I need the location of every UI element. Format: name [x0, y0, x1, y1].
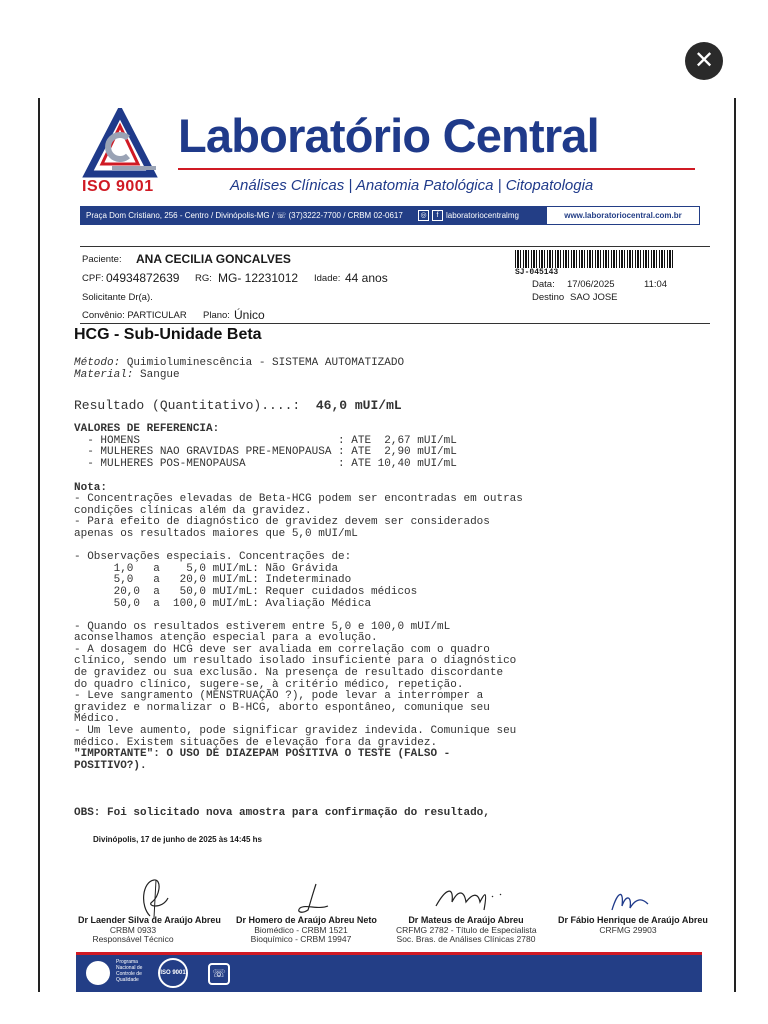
metodo-label: Método: [74, 357, 121, 369]
brand-name: Laboratório Central [178, 109, 599, 162]
patient-name: ANA CECILIA GONCALVES [136, 252, 291, 266]
nota-line: - Observações especiais. Concentrações de: [74, 551, 352, 564]
importante-line: POSITIVO?). [74, 759, 147, 772]
report-body [74, 358, 554, 820]
nota-line: aconselhamos atenção especial para a evolução. [74, 632, 378, 645]
social-handle [418, 210, 519, 221]
nota-lines [74, 494, 554, 749]
nota-title: Nota: [74, 481, 108, 494]
iso-seal-text: ISO 9001 [160, 970, 186, 976]
phone-icon: ☏ [208, 963, 230, 985]
convenio-label: Convênio: PARTICULAR [82, 310, 187, 321]
nota-line: - Um leve aumento, pode significar gravidez indevida. Comunique seu [74, 725, 517, 738]
destino-label: Destino [532, 292, 565, 303]
brand-subtitle: Análises Clínicas | Anatomia Patológica | Citopatologia [230, 177, 594, 194]
reference-line: - MULHERES NAO GRAVIDAS PRE-MENOPAUSA : ATE 2,90 mUI/mL [74, 446, 457, 459]
signature-3-scribble [432, 880, 512, 916]
address-text: Praça Dom Cristiano, 256 - Centro / Divinópolis-MG / ☏ (37)3222-7700 / CRBM 02-0617 [86, 211, 403, 220]
barcode [515, 250, 675, 268]
divider-bottom [80, 323, 710, 324]
iso-seal-icon [158, 958, 188, 988]
reference-line: - MULHERES POS-MENOPAUSA : ATE 10,40 mUI/mL [74, 457, 457, 470]
cpf-value: 04934872639 [106, 271, 180, 285]
solicitante-label: Solicitante Dr(a). [82, 292, 153, 303]
ref-title: VALORES DE REFERENCIA: [74, 423, 220, 436]
social-handle-text: laboratoriocentralmg [446, 211, 519, 220]
material-value: Sangue [140, 368, 180, 381]
signature-3 [396, 916, 536, 945]
signature-4-line1: CRFMG 29903 [599, 924, 657, 935]
idade-value: 44 anos [345, 271, 388, 285]
website-link: www.laboratoriocentral.com.br [546, 206, 700, 225]
resultado-line [74, 400, 554, 420]
data-value: 17/06/2025 [567, 279, 615, 290]
signature-2-line1: Biomédico - CRBM 1521 [254, 924, 348, 935]
address-bar [80, 206, 700, 225]
obs-line: OBS: Foi solicitado nova amostra para confirmação do resultado, [74, 807, 490, 820]
signature-2-line2: Bioquímico - CRBM 19947 [250, 934, 352, 944]
signature-1-line2: Responsável Técnico [92, 934, 174, 944]
signature-1-name: Dr Laender Silva de Araújo Abreu [78, 915, 221, 925]
idade-label: Idade: [314, 273, 341, 284]
nota-line: condições clínicas além da gravidez. [74, 504, 312, 517]
importante-line: "IMPORTANTE": O USO DE DIAZEPAM POSITIVA O TESTE (FALSO - [74, 748, 451, 761]
resultado-label: Resultado (Quantitativo)....: [74, 398, 301, 414]
close-button[interactable] [685, 42, 723, 80]
nota-line [74, 610, 554, 622]
resultado-value: 46,0 mUI/mL [315, 398, 402, 414]
nota-line: - Quando os resultados estiverem entre 5,0 e 100,0 mUI/mL [74, 620, 451, 633]
nota-line: de gravidez ou sua exclusão. Na presença de resultado discordante [74, 667, 504, 680]
exam-title: HCG - Sub-Unidade Beta [74, 326, 262, 343]
signature-1 [78, 915, 221, 945]
importante-lines [74, 749, 554, 772]
paciente-label: Paciente: [82, 254, 122, 265]
signature-2 [236, 915, 377, 945]
signature-1-line1: CRBM 0933 [109, 924, 157, 935]
lab-report-document [38, 98, 736, 992]
nota-line: 20,0 a 50,0 mUI/mL: Requer cuidados médicos [74, 585, 418, 598]
rg-value: MG- 12231012 [218, 271, 299, 285]
nota-line: gravidez e normalizar o B-HCG, aborto espontâneo, comunique seu [74, 701, 490, 714]
reference-line: - HOMENS : ATE 2,67 mUI/mL [74, 434, 457, 447]
signature-2-name: Dr Homero de Araújo Abreu Neto [236, 915, 377, 925]
cpf-label: CPF: [82, 273, 104, 284]
rg-label: RG: [195, 273, 212, 284]
instagram-icon: ◎ [418, 210, 429, 221]
plano-value: Único [234, 308, 265, 322]
signature-4-name: Dr Fábio Henrique de Araújo Abreu [558, 915, 708, 925]
plano-label: Plano: [203, 310, 230, 321]
brand-underline [178, 168, 695, 170]
spacer [74, 471, 554, 483]
date-place: Divinópolis, 17 de junho de 2025 às 14:45 hs [93, 835, 262, 844]
material-label: Material: [74, 368, 134, 381]
material-line [74, 370, 554, 382]
signature-3-line1: CRFMG 2782 - Título de Especialista [396, 924, 537, 935]
iso-certification: ISO 9001 [82, 178, 154, 195]
close-icon[interactable]: ✕ [693, 47, 715, 74]
nota-line: 5,0 a 20,0 mUI/mL: Indeterminado [74, 574, 352, 587]
laboratory-logo-icon [82, 108, 162, 178]
nota-line: Médico. [74, 713, 121, 726]
quality-program-label: Programa Nacional de Controle de Qualidade [116, 959, 143, 983]
signature-4-scribble [608, 886, 654, 916]
nota-line: 50,0 a 100,0 mUI/mL: Avaliação Médica [74, 597, 372, 610]
divider-top [80, 246, 710, 247]
nota-line: do quadro clínico, sugere-se, à critério médico, repetição. [74, 678, 464, 691]
spacer [74, 772, 554, 808]
signature-2-scribble [292, 882, 332, 916]
nota-line: - Para efeito de diagnóstico de gravidez devem ser considerados [74, 516, 490, 529]
footer-band [76, 952, 702, 992]
metodo-value: Quimioluminescência - SISTEMA AUTOMATIZADO [126, 357, 405, 369]
nota-line: - Concentrações elevadas de Beta-HCG podem ser encontradas em outras [74, 493, 523, 506]
nota-line: - Leve sangramento (MENSTRUAÇÃO ?), pode levar a interromper a [74, 690, 484, 703]
barcode-id: SJ-045143 [515, 268, 559, 277]
nota-line: médico. Existem situações de elevação fora da gravidez. [74, 736, 438, 749]
ref-lines [74, 436, 554, 471]
nota-line: apenas os resultados maiores que 5,0 mUI/mL [74, 527, 358, 540]
signature-1-scribble [132, 876, 176, 920]
quality-program-icon [86, 961, 110, 985]
nota-line: clínico, sendo um resultado isolado insuficiente para o diagnóstico [74, 655, 517, 668]
destino-value: SAO JOSE [570, 292, 618, 303]
nota-line: - A dosagem do HCG deve ser avaliada em correlação com o quadro [74, 643, 490, 656]
signature-4 [558, 915, 708, 935]
signature-3-name: Dr Mateus de Araújo Abreu [408, 915, 524, 925]
data-label: Data: [532, 279, 555, 290]
facebook-icon: f [432, 210, 443, 221]
hora-value: 11:04 [644, 279, 668, 290]
signature-3-line2: Soc. Bras. de Análises Clínicas 2780 [396, 934, 536, 944]
nota-line: 1,0 a 5,0 mUI/mL: Não Grávida [74, 562, 339, 575]
